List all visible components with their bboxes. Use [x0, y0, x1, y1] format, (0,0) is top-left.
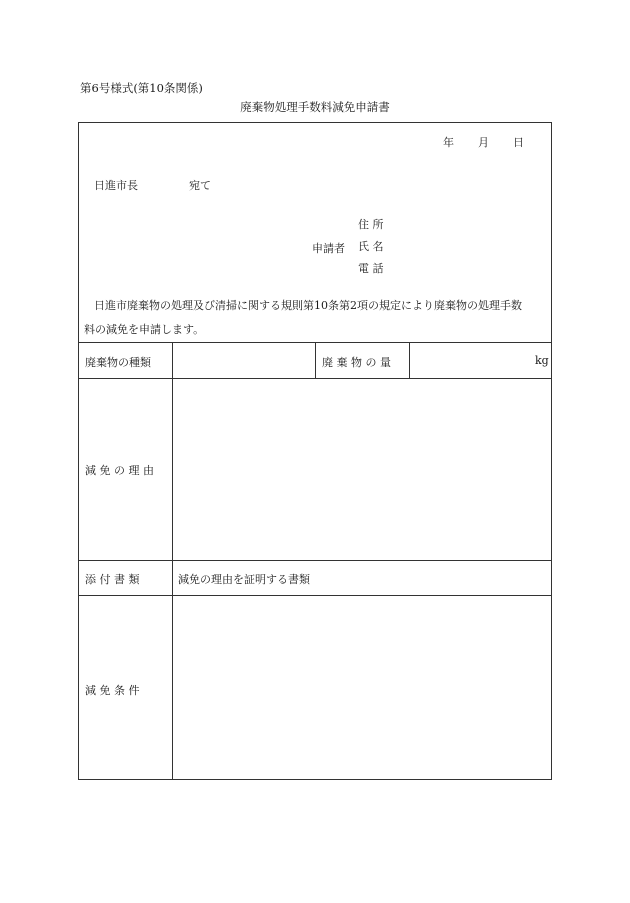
- waste-type-label: 廃棄物の種類: [85, 356, 151, 369]
- date-month-label: 月: [478, 136, 489, 149]
- waste-type-field[interactable]: [173, 343, 314, 377]
- form-number: 第6号様式(第10条関係): [80, 81, 203, 95]
- form-title: 廃棄物処理手数料減免申請書: [240, 100, 390, 114]
- recipient-name: 日進市長: [94, 179, 138, 192]
- divider: [78, 560, 552, 561]
- waste-amount-label: 廃 棄 物 の 量: [322, 356, 391, 369]
- recipient-suffix: 宛て: [189, 179, 211, 192]
- name-label: 氏 名: [358, 240, 384, 253]
- conditions-field[interactable]: [173, 596, 551, 779]
- attachments-value: 減免の理由を証明する書類: [178, 573, 310, 586]
- attachments-label: 添 付 書 類: [85, 573, 140, 586]
- conditions-label: 減 免 条 件: [85, 684, 140, 697]
- request-text-line2: 料の減免を申請します。: [84, 323, 205, 336]
- applicant-heading: 申請者: [312, 242, 345, 255]
- request-text-line1: 日進市廃棄物の処理及び清掃に関する規則第10条第2項の規定により廃棄物の処理手数: [94, 299, 522, 312]
- reason-label: 減 免 の 理 由: [85, 464, 154, 477]
- phone-label: 電 話: [358, 262, 384, 275]
- amount-unit: kg: [535, 354, 549, 367]
- divider: [315, 342, 316, 378]
- date-year-label: 年: [443, 136, 454, 149]
- waste-amount-field[interactable]: [410, 343, 551, 377]
- date-day-label: 日: [513, 136, 524, 149]
- reason-field[interactable]: [173, 379, 551, 559]
- address-label: 住 所: [358, 218, 384, 231]
